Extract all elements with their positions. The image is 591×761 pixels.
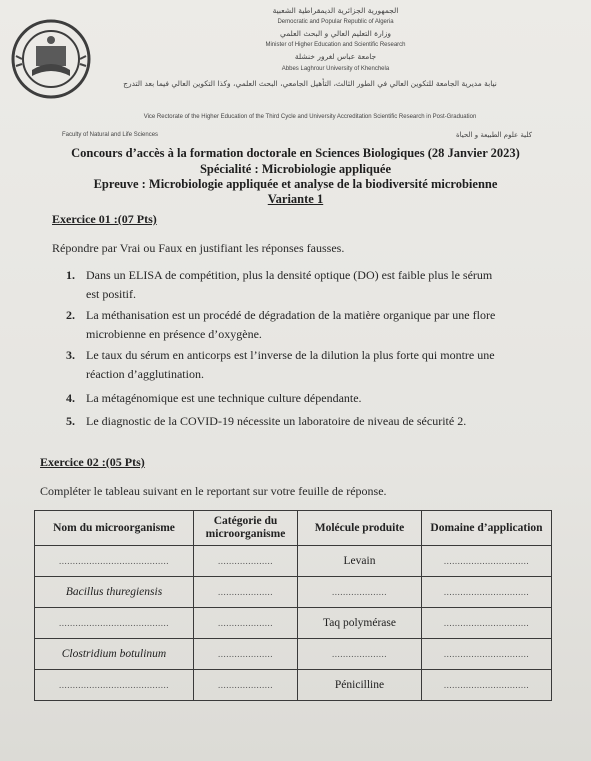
header-line-arabic-5: جامعة عباس لغرور خنشلة — [294, 52, 377, 61]
question-text-continued: est positif. — [86, 287, 136, 301]
table-cell-molecule: Pénicilline — [298, 670, 422, 701]
question-2 — [66, 306, 526, 344]
table-cell-name: ........................................ — [35, 608, 194, 639]
column-header: Catégorie du microorganisme — [194, 511, 298, 546]
table-cell-name: Clostridium botulinum — [35, 639, 194, 670]
table-cell-name: Bacillus thuregiensis — [35, 577, 194, 608]
question-number: 4. — [66, 391, 75, 405]
table-row — [35, 670, 552, 701]
table-cell-domain: ............................... — [422, 639, 552, 670]
question-text: La métagénomique est une technique culture dépendante. — [86, 391, 362, 405]
table-cell-category: .................... — [194, 670, 298, 701]
table-cell-category: .................... — [194, 608, 298, 639]
table-cell-domain: ............................... — [422, 670, 552, 701]
question-number: 3. — [66, 348, 75, 362]
table-cell-name: ........................................ — [35, 546, 194, 577]
table-row — [35, 608, 552, 639]
exam-title: Concours d’accès à la formation doctorale en Sciences Biologiques (28 Janvier 2023) — [71, 146, 520, 160]
table-cell-molecule: .................... — [298, 577, 422, 608]
column-header: Domaine d’application — [422, 511, 552, 546]
table-row — [35, 546, 552, 577]
question-text: La méthanisation est un procédé de dégradation de la matière organique par une flore — [86, 308, 496, 322]
question-text-continued: réaction d’agglutination. — [86, 367, 204, 381]
question-1 — [66, 266, 526, 304]
question-text: Dans un ELISA de compétition, plus la densité optique (DO) est faible plus le sérum — [86, 268, 493, 282]
table-cell-domain: ............................... — [422, 546, 552, 577]
exam-epreuve: Epreuve : Microbiologie appliquée et analyse de la biodiversité microbienne — [93, 177, 498, 191]
header-line-4: Minister of Higher Education and Scientific Research — [265, 42, 406, 48]
question-number: 2. — [66, 308, 75, 322]
header-line-2: Democratic and Popular Republic of Algeria — [277, 19, 394, 25]
exam-speciality: Spécialité : Microbiologie appliquée — [199, 162, 392, 176]
question-5 — [66, 412, 526, 431]
table-row — [35, 639, 552, 670]
header-line-arabic-3: وزارة التعليم العالي و البحث العلمي — [279, 29, 392, 38]
header-line-8: Vice Rectorate of the Higher Education of the Third Cycle and University Accreditation Scientific Research in Post-Graduation — [143, 114, 477, 120]
question-text: Le taux du sérum en anticorps est l’inverse de la dilution la plus forte qui montre une — [86, 348, 495, 362]
faculty-name: Faculty of Natural and Life Sciences — [62, 132, 159, 138]
exercise-2-title: Exercice 02 :(05 Pts) — [40, 455, 145, 469]
table-cell-molecule: Taq polymérase — [298, 608, 422, 639]
question-number: 5. — [66, 414, 75, 428]
microorganism-table — [34, 510, 552, 701]
table-cell-category: .................... — [194, 639, 298, 670]
table-cell-name: ........................................ — [35, 670, 194, 701]
table-cell-domain: ............................... — [422, 608, 552, 639]
column-header: Molécule produite — [298, 511, 422, 546]
table-header-row — [35, 511, 552, 546]
table-cell-category: .................... — [194, 546, 298, 577]
exam-variante: Variante 1 — [267, 192, 324, 206]
question-3 — [66, 346, 526, 384]
table-cell-molecule: Levain — [298, 546, 422, 577]
table-cell-domain: ............................... — [422, 577, 552, 608]
question-number: 1. — [66, 268, 75, 282]
exercise-1-instruction: Répondre par Vrai ou Faux en justifiant les réponses fausses. — [52, 241, 345, 255]
table-row — [35, 577, 552, 608]
question-4 — [66, 389, 526, 408]
header-line-arabic-1: الجمهورية الجزائرية الديمقراطية الشعبية — [272, 6, 399, 15]
header-line-arabic-7: نيابة مديرية الجامعة للتكوين العالي في الطور الثالث، التأهيل الجامعي، البحث العلمي، وكذا التكوين العالي فيما بعد التدرج — [123, 79, 497, 88]
column-header: Nom du microorganisme — [35, 511, 194, 546]
table-cell-category: .................... — [194, 577, 298, 608]
question-text: Le diagnostic de la COVID-19 nécessite un laboratoire de niveau de sécurité 2. — [86, 414, 467, 428]
header-line-6: Abbes Laghrour University of Khenchela — [281, 66, 390, 72]
question-text-continued: microbienne en présence d’oxygène. — [86, 327, 262, 341]
exercise-2-instruction: Compléter le tableau suivant en le reportant sur votre feuille de réponse. — [40, 484, 387, 498]
exercise-1-title: Exercice 01 :(07 Pts) — [52, 212, 157, 226]
faculty-name-arabic: كلية علوم الطبيعة و الحياة — [456, 131, 532, 139]
table-cell-molecule: .................... — [298, 639, 422, 670]
